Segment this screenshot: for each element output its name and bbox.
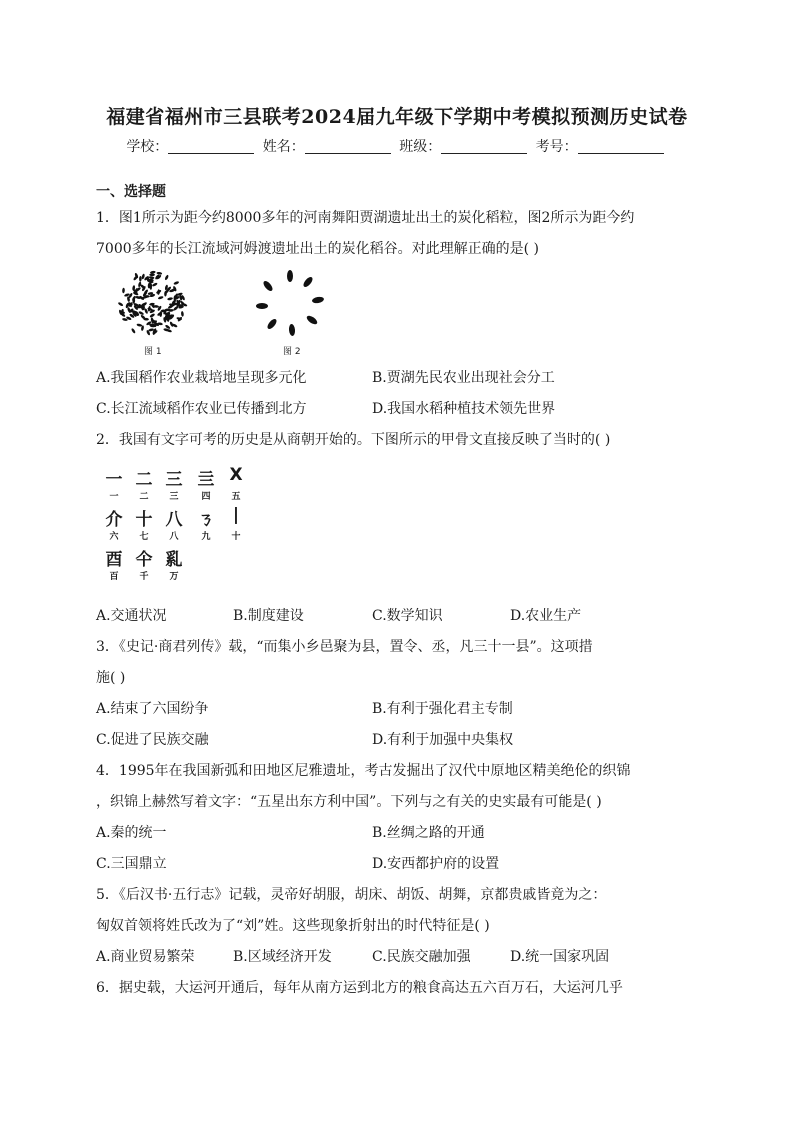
number-label: 考号： bbox=[535, 139, 578, 155]
q2-option-a[interactable]: A.交通状况 bbox=[96, 608, 167, 624]
oracle-glyph: 三 bbox=[165, 470, 183, 490]
name-label: 姓名： bbox=[262, 139, 305, 155]
q2-option-d[interactable]: D.农业生产 bbox=[510, 608, 582, 624]
q4-option-d[interactable]: D.安西都护府的设置 bbox=[372, 856, 500, 872]
rice-grain bbox=[141, 273, 145, 279]
oracle-glyph: 一 bbox=[105, 470, 123, 490]
rice-grain bbox=[139, 276, 142, 282]
q2-stem-line1: 2．我国有文字可考的历史是从商朝开始的。下图所示的甲骨文直接反映了当时的( ) bbox=[96, 432, 611, 448]
oracle-text: 百 bbox=[109, 572, 119, 582]
oracle-glyph: 八 bbox=[165, 510, 183, 530]
rice-grain bbox=[173, 281, 179, 286]
q1-option-d[interactable]: D.我国水稻种植技术领先世界 bbox=[372, 401, 556, 417]
figure1-caption: 图 1 bbox=[144, 347, 162, 357]
rice-grain bbox=[167, 297, 173, 301]
q5-stem-line1: 5．《后汉书·五行志》记载，灵帝好胡服，胡床、胡饭、胡舞，京都贵戚皆竟为之： bbox=[96, 887, 607, 903]
oracle-glyph: 乿 bbox=[165, 550, 183, 570]
oracle-text: 千 bbox=[139, 572, 149, 582]
rice-grains-figure2 bbox=[250, 268, 330, 340]
q6-stem-line1: 6．据史载，大运河开通后，每年从南方运到北方的粮食高达五六百万石，大运河几乎 bbox=[96, 980, 623, 996]
oracle-text: 三 bbox=[169, 492, 179, 502]
oracle-text: 十 bbox=[231, 532, 241, 542]
oracle-text: 六 bbox=[109, 532, 119, 542]
section-heading: 一、选择题 bbox=[96, 184, 166, 200]
q5-stem-line2: 匈奴首领将姓氏改为了“刘”姓。这些现象折射出的时代特征是( ) bbox=[96, 918, 490, 934]
school-field[interactable] bbox=[168, 139, 254, 154]
q5-option-a[interactable]: A.商业贸易繁荣 bbox=[96, 949, 195, 965]
figure2-caption: 图 2 bbox=[283, 347, 301, 357]
q1-option-b[interactable]: B.贾湖先民农业出现社会分工 bbox=[372, 370, 555, 386]
school-label: 学校： bbox=[126, 139, 169, 155]
oracle-bone-numerals-figure bbox=[100, 465, 260, 590]
oracle-glyph: 酉 bbox=[105, 550, 123, 570]
rice-grains-figure1 bbox=[112, 268, 192, 340]
q5-option-b[interactable]: B.区域经济开发 bbox=[233, 949, 332, 965]
oracle-glyph: | bbox=[232, 505, 240, 525]
rice-grain bbox=[158, 296, 164, 300]
q3-stem-line2: 施( ) bbox=[96, 670, 126, 686]
rice-grain bbox=[131, 328, 136, 334]
oracle-text: 一 bbox=[109, 492, 119, 502]
oracle-text: 七 bbox=[139, 532, 149, 542]
q1-stem-line1: 1．图1所示为距今约8000多年的河南舞阳贾湖遗址出土的炭化稻粒，图2所示为距今约 bbox=[96, 210, 635, 226]
rice-grain bbox=[149, 274, 155, 277]
q4-stem-line2: ，织锦上赫然写着文字：“五星出东方利中国”。下列与之有关的史实最有可能是( ) bbox=[96, 794, 602, 810]
q4-option-a[interactable]: A.秦的统一 bbox=[96, 825, 167, 841]
oracle-glyph: 介 bbox=[105, 510, 123, 530]
oracle-text: 五 bbox=[231, 492, 241, 502]
q1-stem-line2: 7000多年的长江流域河姆渡遗址出土的炭化稻谷。对此理解正确的是( ) bbox=[96, 241, 540, 257]
rice-grain bbox=[156, 272, 162, 275]
oracle-text: 八 bbox=[169, 532, 179, 542]
student-info-row bbox=[0, 136, 794, 156]
q3-stem-line1: 3．《史记·商君列传》载，“而集小乡邑聚为县，置令、丞，凡三十一县”。这项措 bbox=[96, 639, 593, 655]
q1-option-c[interactable]: C.长江流域稻作农业已传播到北方 bbox=[96, 401, 307, 417]
q3-option-b[interactable]: B.有利于强化君主专制 bbox=[372, 701, 513, 717]
oracle-glyph: 二 bbox=[135, 470, 153, 490]
q2-option-c[interactable]: C.数学知识 bbox=[372, 608, 443, 624]
q4-stem-line1: 4．1995年在我国新弧和田地区尼雅遗址，考古发掘出了汉代中原地区精美绝伦的织锦 bbox=[96, 763, 631, 779]
class-label: 班级： bbox=[399, 139, 442, 155]
oracle-text: 四 bbox=[201, 492, 211, 502]
number-field[interactable] bbox=[578, 139, 664, 154]
oracle-text: 九 bbox=[201, 532, 211, 542]
rice-grain bbox=[149, 276, 155, 279]
rice-grain bbox=[136, 323, 142, 327]
q3-option-c[interactable]: C.促进了民族交融 bbox=[96, 732, 209, 748]
oracle-text: 二 bbox=[139, 492, 149, 502]
page-title: 福建省福州市三县联考2024届九年级下学期中考模拟预测历史试卷 bbox=[106, 106, 688, 128]
q4-option-b[interactable]: B.丝绸之路的开通 bbox=[372, 825, 485, 841]
rice-grain bbox=[181, 311, 184, 317]
rice-grain bbox=[118, 302, 124, 307]
rice-grain bbox=[164, 274, 169, 280]
oracle-glyph: 十 bbox=[135, 510, 153, 530]
q5-option-d[interactable]: D.统一国家巩固 bbox=[510, 949, 610, 965]
q1-option-a[interactable]: A.我国稻作农业栽培地呈现多元化 bbox=[96, 370, 307, 386]
oracle-text: 万 bbox=[169, 572, 179, 582]
oracle-glyph: ㄋ bbox=[197, 510, 215, 530]
rice-grain bbox=[148, 306, 152, 312]
q5-option-c[interactable]: C.民族交融加强 bbox=[372, 949, 471, 965]
oracle-glyph: 亖 bbox=[197, 470, 215, 490]
q3-option-d[interactable]: D.有利于加强中央集权 bbox=[372, 732, 514, 748]
oracle-glyph: 仐 bbox=[135, 550, 153, 570]
class-field[interactable] bbox=[441, 139, 527, 154]
q4-option-c[interactable]: C.三国鼎立 bbox=[96, 856, 167, 872]
oracle-glyph: X bbox=[229, 465, 243, 485]
rice-grain bbox=[149, 313, 155, 318]
rice-grain bbox=[150, 271, 156, 275]
name-field[interactable] bbox=[305, 139, 391, 154]
rice-grain bbox=[122, 288, 125, 294]
q2-option-b[interactable]: B.制度建设 bbox=[233, 608, 304, 624]
q3-option-a[interactable]: A.结束了六国纷争 bbox=[96, 701, 209, 717]
